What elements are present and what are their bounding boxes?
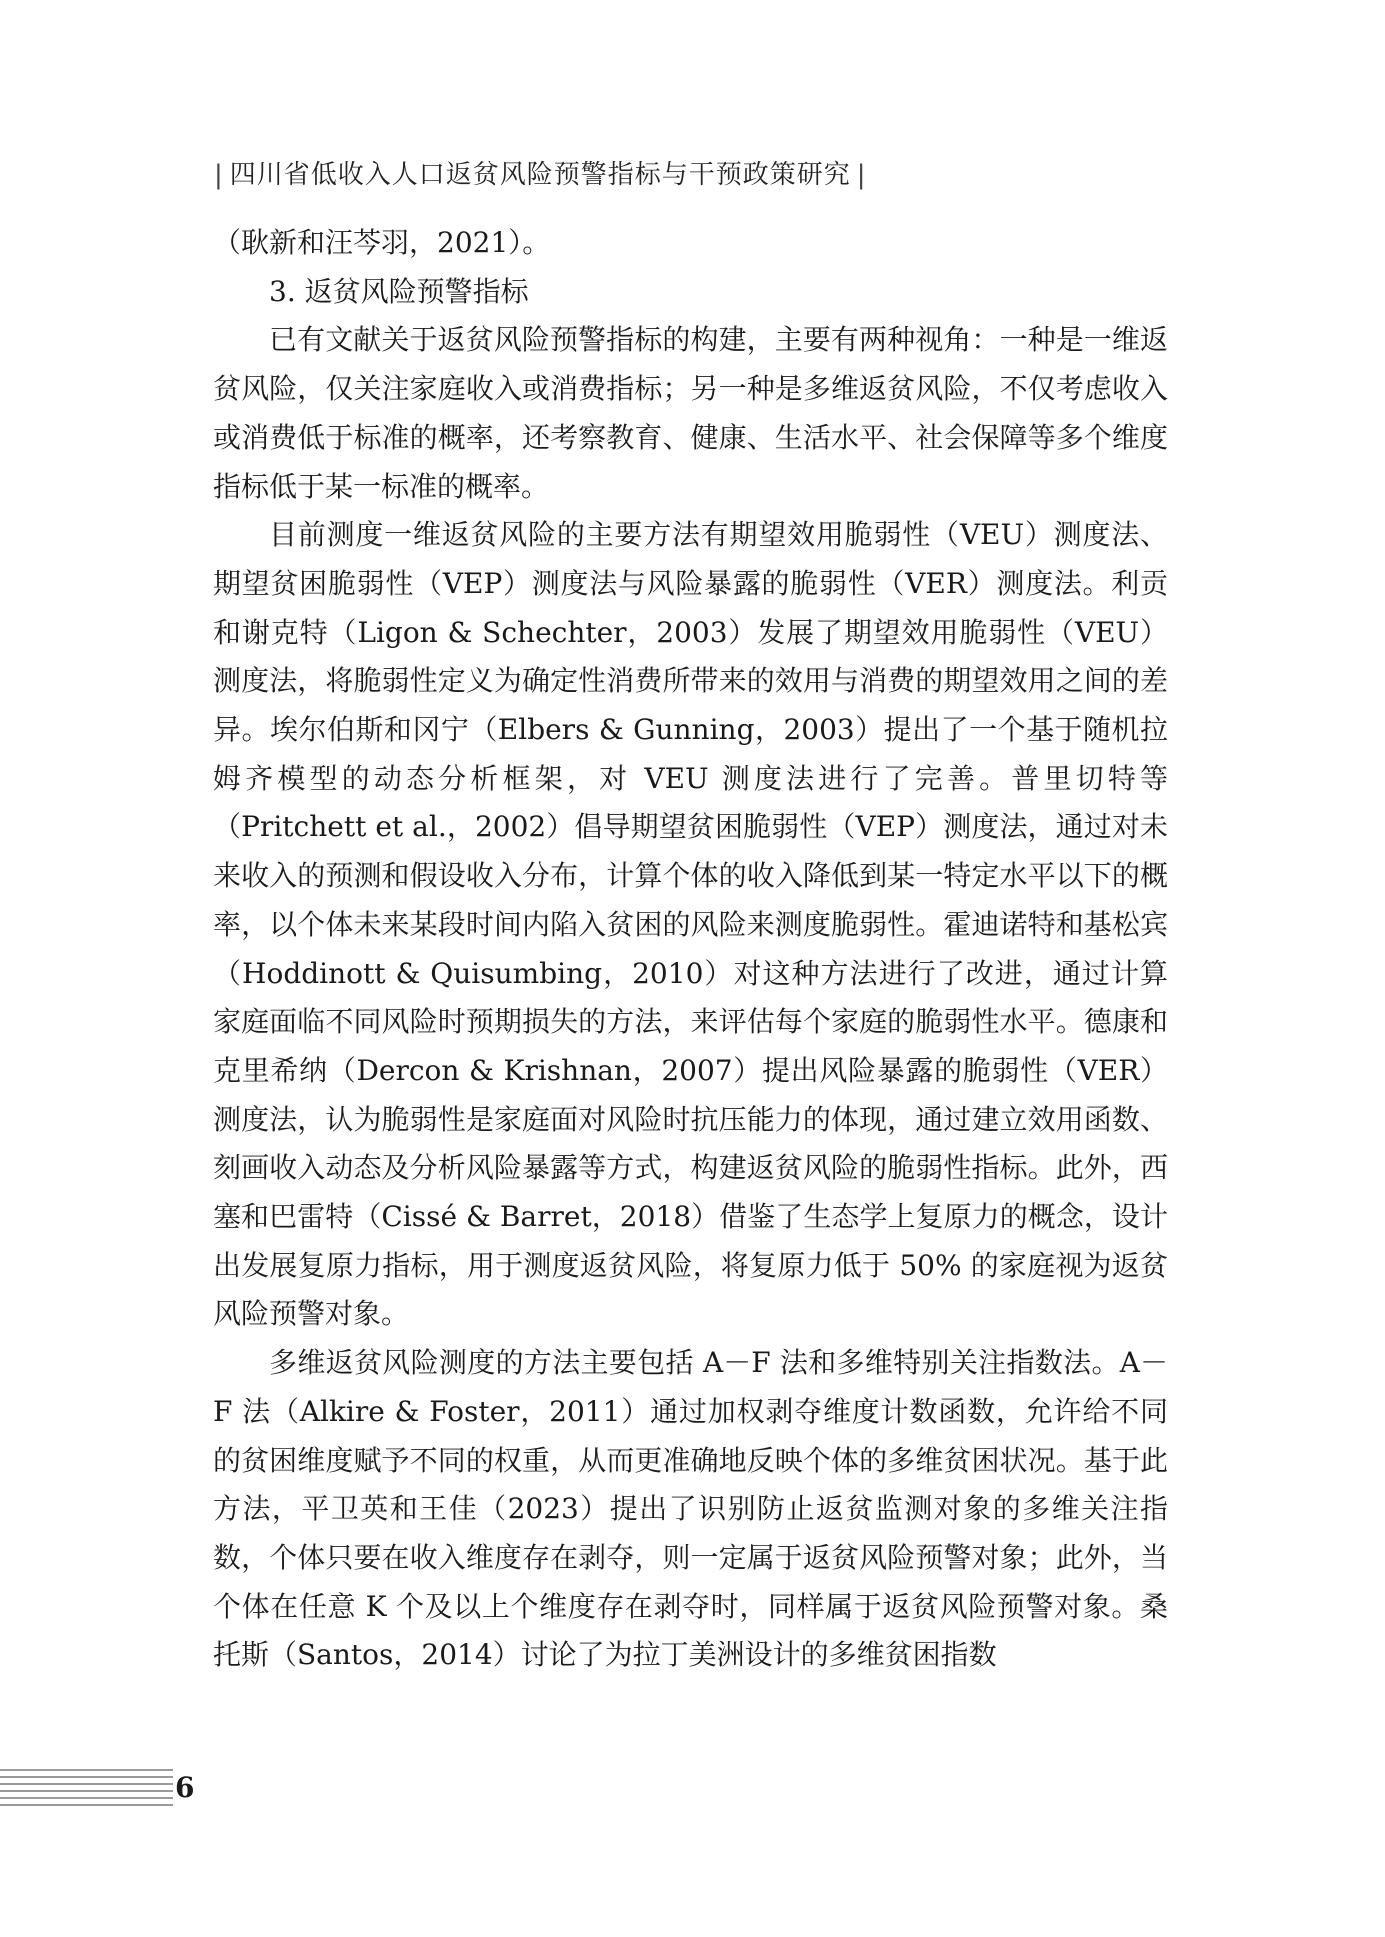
folio-rules: [0, 1769, 196, 1811]
paragraph-citation-end: （耿新和汪芩羽，2021）。: [213, 226, 551, 259]
folio-rule: [0, 1797, 196, 1799]
running-header: [208, 154, 873, 191]
paragraph: 多维返贫风险测度的方法主要包括 A－F 法和多维特别关注指数法。A－F 法（Alkire & Foster，2011）通过加权剥夺维度计数函数，允许给不同的贫困维度赋予不同的权重，从而更准确地反映个体的多维贫困状况。基于此方法，平卫英和王佳（2023）提出了识别防止返贫监测对象的多维关注指数，个体只要在收入维度存在剥夺，则一定属于返贫风险预警对象；此外，当个体在任意 K 个及以上个维度存在剥夺时，同样属于返贫风险预警对象。桑托斯（Santos，2014）讨论了为拉丁美洲设计的多维贫困指数: [213, 1346, 1168, 1672]
section-heading: 3. 返贫风险预警指标: [269, 274, 529, 308]
page-number: 6: [173, 1768, 196, 1808]
header-divider-left: |: [214, 160, 224, 190]
folio-rule: [0, 1804, 196, 1806]
header-divider-right: |: [856, 160, 867, 190]
folio-rule: [0, 1783, 196, 1785]
body-text: [213, 219, 1168, 1680]
paragraph: 已有文献关于返贫风险预警指标的构建，主要有两种视角：一种是一维返贫风险，仅关注家庭收入或消费指标；另一种是多维返贫风险，不仅考虑收入或消费低于标准的概率，还考察教育、健康、生活水平、社会保障等多个维度指标低于某一标准的概率。: [213, 323, 1168, 503]
paragraph: 目前测度一维返贫风险的主要方法有期望效用脆弱性（VEU）测度法、期望贫困脆弱性（VEP）测度法与风险暴露的脆弱性（VER）测度法。利贡和谢克特（Ligon & Schechter，2003）发展了期望效用脆弱性（VEU）测度法，将脆弱性定义为确定性消费所带来的效用与消费的期望效用之间的差异。埃尔伯斯和冈宁（Elbers & Gunning，2003）提出了一个基于随机拉姆齐模型的动态分析框架，对 VEU 测度法进行了完善。普里切特等（Pritchett et al.，2002）倡导期望贫困脆弱性（VEP）测度法，通过对未来收入的预测和假设收入分布，计算个体的收入降低到某一特定水平以下的概率，以个体未来某段时间内陷入贫困的风险来测度脆弱性。霍迪诺特和基松宾（Hoddinott & Quisumbing，2010）对这种方法进行了改进，通过计算家庭面临不同风险时预期损失的方法，来评估每个家庭的脆弱性水平。德康和克里希纳（Dercon & Krishnan，2007）提出风险暴露的脆弱性（VER）测度法，认为脆弱性是家庭面对风险时抗压能力的体现，通过建立效用函数、刻画收入动态及分析风险暴露等方式，构建返贫风险的脆弱性指标。此外，西塞和巴雷特（Cissé & Barret，2018）借鉴了生态学上复原力的概念，设计出发展复原力指标，用于测度返贫风险，将复原力低于 50% 的家庭视为返贫风险预警对象。: [213, 518, 1168, 1331]
folio-rule: [0, 1790, 196, 1792]
folio-rule: [0, 1776, 196, 1778]
book-title: 四川省低收入人口返贫风险预警指标与干预政策研究: [229, 160, 851, 190]
folio-rule: [0, 1769, 196, 1771]
